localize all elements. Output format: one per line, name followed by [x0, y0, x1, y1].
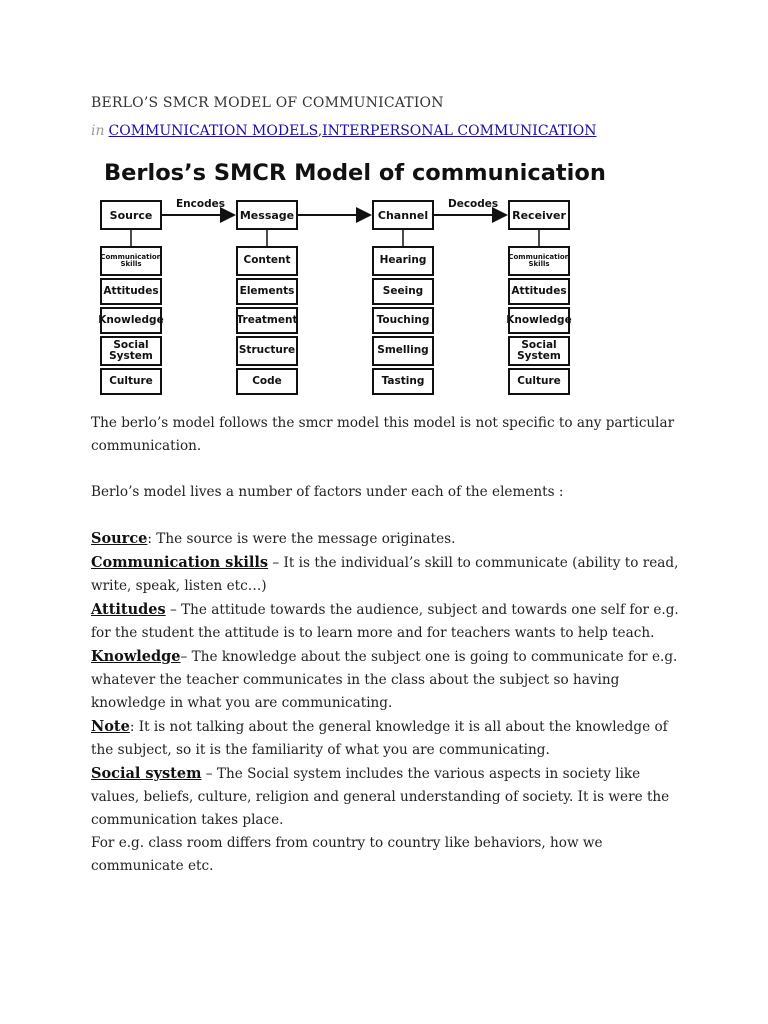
note-text: : It is not talking about the general knowledge it is all about the knowledge of the subject, so it is the familiarity of what you are communicating.	[91, 719, 668, 758]
channel-tasting: Tasting	[372, 368, 434, 395]
source-attitudes: Attitudes	[100, 278, 162, 305]
message-code: Code	[236, 368, 298, 395]
channel-box: Channel	[372, 200, 434, 230]
attitudes-term: Attitudes	[91, 601, 166, 618]
diagram-title: Berlos’s SMCR Model of communication	[104, 160, 606, 186]
channel-smelling: Smelling	[372, 336, 434, 366]
message-box: Message	[236, 200, 298, 230]
receiver-communication-skills: Communication Skills	[508, 246, 570, 276]
social-system-term: Social system	[91, 765, 202, 782]
channel-hearing: Hearing	[372, 246, 434, 276]
encodes-label: Encodes	[176, 198, 225, 210]
knowledge-definition	[91, 645, 691, 715]
receiver-knowledge: Knowledge	[508, 307, 570, 334]
receiver-box: Receiver	[508, 200, 570, 230]
smcr-diagram	[92, 156, 672, 400]
skills-term: Communication skills	[91, 554, 269, 571]
category-link-communication-models[interactable]: COMMUNICATION MODELS	[108, 123, 318, 139]
message-elements: Elements	[236, 278, 298, 305]
source-box: Source	[100, 200, 162, 230]
note-term: Note	[91, 718, 130, 735]
source-term: Source	[91, 530, 148, 547]
source-text: : The source is were the message originates.	[147, 531, 456, 547]
channel-touching: Touching	[372, 307, 434, 334]
social-system-definition	[91, 762, 691, 832]
knowledge-term: Knowledge	[91, 648, 181, 665]
social-system-text: – The Social system includes the various aspects in society like values, beliefs, culture, religion and general understanding of society. It is were the communication takes place.	[91, 766, 670, 828]
closing-paragraph: For e.g. class room differs from country to country like behaviors, how we communicate etc.	[91, 835, 603, 874]
article-body	[91, 412, 691, 878]
intro-paragraph: The berlo’s model follows the smcr model this model is not specific to any particular communication.	[91, 415, 675, 454]
category-line	[91, 123, 596, 139]
source-definition	[91, 527, 691, 551]
receiver-attitudes: Attitudes	[508, 278, 570, 305]
page-title: BERLO’S SMCR MODEL OF COMMUNICATION	[91, 95, 444, 111]
category-separator: ,	[317, 123, 323, 139]
note-definition	[91, 715, 691, 762]
source-culture: Culture	[100, 368, 162, 395]
source-knowledge: Knowledge	[100, 307, 162, 334]
source-social-system: Social System	[100, 336, 162, 366]
category-link-interpersonal-communication[interactable]: INTERPERSONAL COMMUNICATION	[322, 123, 597, 139]
source-communication-skills: Communication Skills	[100, 246, 162, 276]
message-treatment: Treatment	[236, 307, 298, 334]
knowledge-text: – The knowledge about the subject one is going to communicate for e.g. whatever the teacher communicates in the class about the subject so having knowledge in what you are communicating.	[91, 649, 678, 711]
attitudes-definition	[91, 598, 691, 645]
factors-paragraph: Berlo’s model lives a number of factors under each of the elements :	[91, 484, 564, 500]
receiver-social-system: Social System	[508, 336, 570, 366]
in-label: in	[91, 123, 105, 139]
decodes-label: Decodes	[448, 198, 499, 210]
skills-definition	[91, 551, 691, 598]
message-content: Content	[236, 246, 298, 276]
message-structure: Structure	[236, 336, 298, 366]
channel-seeing: Seeing	[372, 278, 434, 305]
skills-text: – It is the individual’s skill to communicate (ability to read, write, speak, listen etc…)	[91, 555, 679, 594]
attitudes-text: – The attitude towards the audience, subject and towards one self for e.g. for the student the attitude is to learn more and for teachers wants to help teach.	[91, 602, 679, 641]
receiver-culture: Culture	[508, 368, 570, 395]
